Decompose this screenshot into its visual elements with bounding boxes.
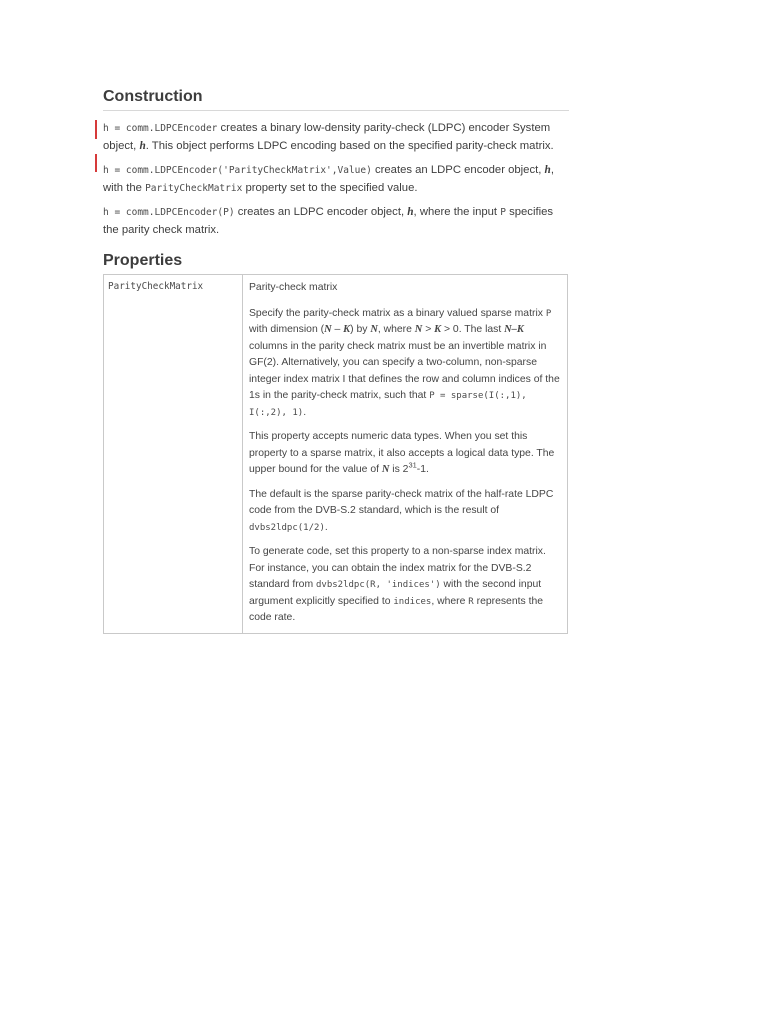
syntax-code: h = comm.LDPCEncoder xyxy=(103,123,218,134)
construction-syntax-2: h = comm.LDPCEncoder('ParityCheckMatrix',Value) creates an LDPC encoder object, h, with the ParityCheckMatrix property set to the specified value. xyxy=(103,162,569,197)
property-desc-3: The default is the sparse parity-check matrix of the half-rate LDPC code from the DVB-S.2 standard, which is the result of dvbs2ldpc(1/2). xyxy=(249,488,554,533)
doc-page xyxy=(103,88,569,634)
table-row xyxy=(104,275,568,634)
property-name-cell xyxy=(104,275,243,634)
construction-heading: Construction xyxy=(103,88,569,111)
syntax-code: h = comm.LDPCEncoder('ParityCheckMatrix',Value) xyxy=(103,165,372,176)
properties-heading: Properties xyxy=(103,252,183,269)
property-title: Parity-check matrix xyxy=(249,282,338,293)
property-description-cell xyxy=(243,275,568,634)
property-desc-2: This property accepts numeric data types. When you set this property to a sparse matrix, it also accepts a logical data type. The upper bound for the value of N is $2^{31}-1$. xyxy=(249,431,555,475)
property-desc-4: To generate code, set this property to a non-sparse index matrix. For instance, you can obtain the index matrix for the DVB-S.2 standard from dvbs2ldpc(R, 'indices') with the second input argument explicitly specified to indices, where R represents the code rate. xyxy=(249,546,546,623)
construction-syntax-1: h = comm.LDPCEncoder creates a binary low-density parity-check (LDPC) encoder System object, h. This object performs LDPC encoding based on the specified parity-check matrix. xyxy=(103,120,569,154)
properties-table xyxy=(103,274,568,634)
change-marker xyxy=(95,154,97,172)
syntax-code: h = comm.LDPCEncoder(P) xyxy=(103,207,235,218)
property-desc-1: Specify the parity-check matrix as a binary valued sparse matrix P with dimension (N – K) by N, where N > K > 0. The last N–K columns in the parity check matrix must be an invertible matrix in GF(2). Alternatively, you can specify a two-column, non-sparse integer index matrix I that defines the row and column indices of the 1s in the parity-check matrix, such that P = sparse(I(:,1), I(:,2), 1). xyxy=(249,307,560,418)
change-marker xyxy=(95,120,97,139)
construction-syntax-3: h = comm.LDPCEncoder(P) creates an LDPC encoder object, h, where the input P specifies the parity check matrix. xyxy=(103,206,554,236)
property-name: ParityCheckMatrix xyxy=(108,281,204,292)
